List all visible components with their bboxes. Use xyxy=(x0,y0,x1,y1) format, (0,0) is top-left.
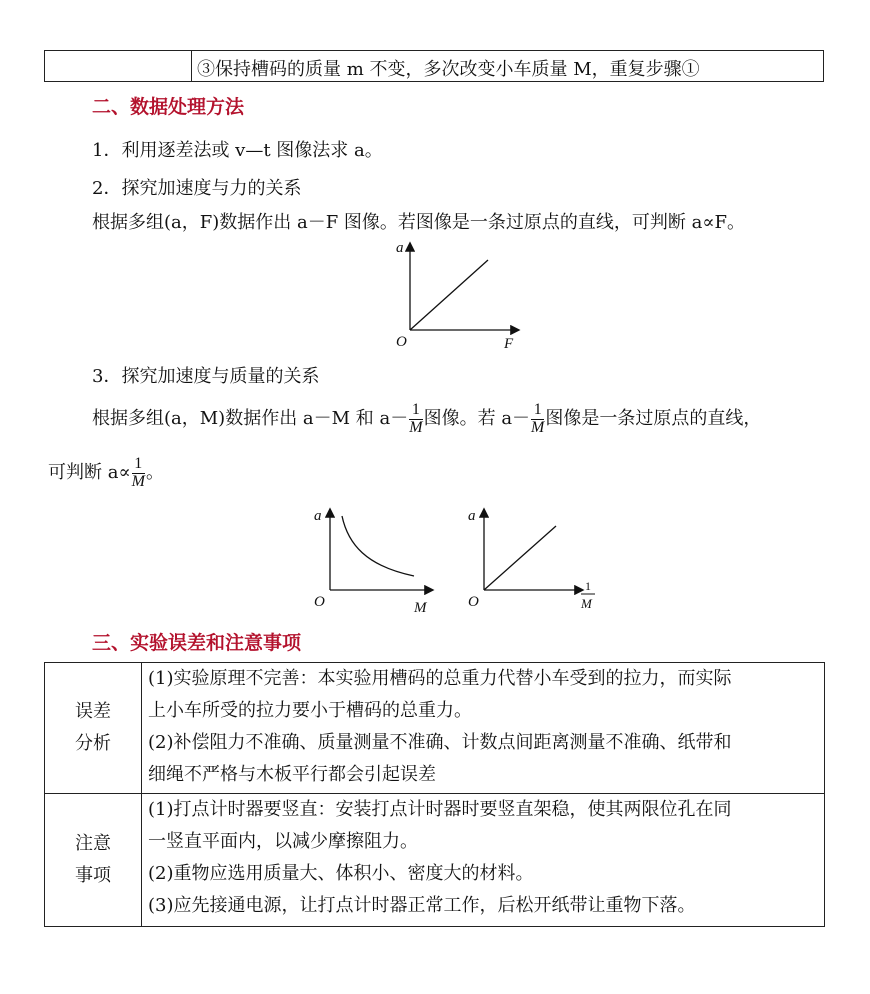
x-axis-label: F xyxy=(504,336,514,352)
fraction-one-over-m: $\frac{1}{M}$ xyxy=(531,400,545,436)
table-row-precautions xyxy=(45,794,825,927)
x-axis-label-numerator: 1 xyxy=(585,579,591,593)
procedure-step-3: ③保持槽码的质量 m 不变，多次改变小车质量 M，重复步骤① xyxy=(197,59,700,80)
fraction-one-over-m: $\frac{1}{M}$ xyxy=(409,400,423,436)
proportional-line xyxy=(410,260,488,330)
table-row-error-analysis xyxy=(45,663,825,794)
x-axis-label-denominator: M xyxy=(581,596,592,611)
section-heading-data-processing: 二、数据处理方法 xyxy=(92,96,245,118)
y-axis-label: a xyxy=(314,508,322,524)
origin-label: O xyxy=(314,594,325,610)
y-axis-label: a xyxy=(396,240,404,256)
item-2-text: 根据多组(a，F)数据作出 a－F 图像。若图像是一条过原点的直线，可判断 a∝F。 xyxy=(92,212,746,233)
graph-a-vs-inverse-m xyxy=(464,504,604,616)
item-3-text-line2: 可判断 a∝ $\frac{1}{M}$ 。 xyxy=(48,454,164,490)
origin-label: O xyxy=(396,334,407,350)
fraction-one-over-m: $\frac{1}{M}$ xyxy=(131,454,145,490)
x-axis-label: M xyxy=(414,600,427,616)
section-heading-errors-notes: 三、实验误差和注意事项 xyxy=(92,632,302,654)
origin-label: O xyxy=(468,594,479,610)
errors-notes-table xyxy=(44,662,825,927)
row-content-error-analysis: (1)实验原理不完善：本实验用槽码的总重力代替小车受到的拉力，而实际 上小车所受的拉力要小于槽码的总重力。 (2)补偿阻力不准确、质量测量不准确、计数点间距离测量不准确、纸带和 细绳不严格与木板平行都会引起误差 xyxy=(142,663,825,794)
proportional-line xyxy=(484,526,556,590)
row-content-precautions: (1)打点计时器要竖直：安装打点计时器时要竖直架稳，使其两限位孔在同 一竖直平面内，以减少摩擦阻力。 (2)重物应选用质量大、体积小、密度大的材料。 (3)应先接通电源，让打点计时器正常工作，后松开纸带让重物下落。 xyxy=(142,794,825,927)
item-3-title: 3．探究加速度与质量的关系 xyxy=(92,366,320,387)
table-column-divider xyxy=(191,51,192,81)
y-axis-label: a xyxy=(468,508,476,524)
item-1-text: 1．利用逐差法或 v—t 图像法求 a。 xyxy=(92,140,383,161)
procedure-table-fragment xyxy=(44,50,824,82)
item-2-title: 2．探究加速度与力的关系 xyxy=(92,178,302,199)
graph-a-vs-m xyxy=(308,504,438,616)
inverse-curve xyxy=(342,516,414,576)
row-label-precautions: 注意 事项 xyxy=(45,794,142,927)
graph-a-vs-f xyxy=(388,236,528,354)
item-3-text-line1: 根据多组(a，M)数据作出 a－M 和 a－ $\frac{1}{M}$ 图像。若 a－ $\frac{1}{M}$ 图像是一条过原点的直线， xyxy=(92,400,762,436)
row-label-error-analysis: 误差 分析 xyxy=(45,663,142,794)
